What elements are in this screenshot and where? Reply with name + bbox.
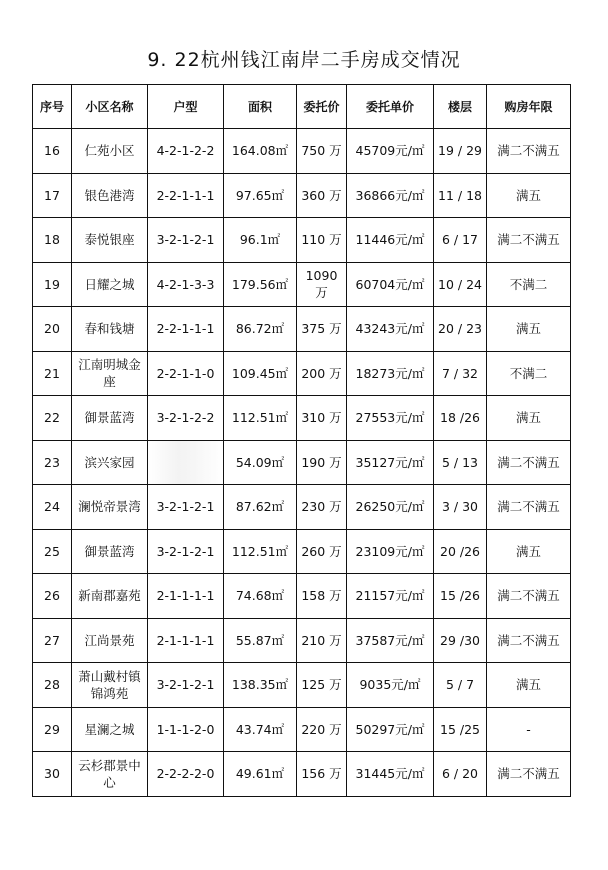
cell-ownership-years: 不满二 [487, 351, 571, 396]
cell-index: 22 [33, 396, 72, 441]
cell-unit-price: 26250元/㎡ [347, 485, 434, 530]
cell-layout: 3-2-1-2-1 [148, 663, 224, 708]
cell-asking-price: 360 万 [297, 173, 347, 218]
cell-index: 26 [33, 574, 72, 619]
cell-index: 18 [33, 218, 72, 263]
cell-community-name: 银色港湾 [72, 173, 148, 218]
cell-unit-price: 50297元/㎡ [347, 707, 434, 752]
cell-area: 54.09㎡ [224, 440, 297, 485]
cell-unit-price: 23109元/㎡ [347, 529, 434, 574]
cell-asking-price: 210 万 [297, 618, 347, 663]
cell-layout: 2-1-1-1-1 [148, 618, 224, 663]
cell-index: 24 [33, 485, 72, 530]
cell-ownership-years: 满五 [487, 529, 571, 574]
cell-area: 164.08㎡ [224, 129, 297, 174]
cell-ownership-years: 满二不满五 [487, 485, 571, 530]
cell-asking-price: 125 万 [297, 663, 347, 708]
cell-floor: 20 / 23 [434, 307, 487, 352]
cell-layout: 3-2-1-2-1 [148, 529, 224, 574]
cell-ownership-years: 不满二 [487, 262, 571, 307]
header-unit-price: 委托单价 [347, 85, 434, 129]
cell-area: 43.74㎡ [224, 707, 297, 752]
cell-ownership-years: 满五 [487, 307, 571, 352]
cell-layout: 4-2-1-2-2 [148, 129, 224, 174]
cell-index: 30 [33, 752, 72, 797]
cell-layout: 2-1-1-1-1 [148, 574, 224, 619]
header-area: 面积 [224, 85, 297, 129]
cell-unit-price: 21157元/㎡ [347, 574, 434, 619]
header-community-name: 小区名称 [72, 85, 148, 129]
table-row [33, 485, 571, 530]
table-row [33, 529, 571, 574]
cell-unit-price: 37587元/㎡ [347, 618, 434, 663]
cell-asking-price: 750 万 [297, 129, 347, 174]
cell-community-name: 澜悦帝景湾 [72, 485, 148, 530]
cell-floor: 5 / 13 [434, 440, 487, 485]
table-row [33, 173, 571, 218]
cell-floor: 3 / 30 [434, 485, 487, 530]
table-row [33, 396, 571, 441]
cell-index: 23 [33, 440, 72, 485]
cell-floor: 11 / 18 [434, 173, 487, 218]
table-row [33, 752, 571, 797]
table-row [33, 618, 571, 663]
cell-asking-price: 260 万 [297, 529, 347, 574]
cell-unit-price: 60704元/㎡ [347, 262, 434, 307]
cell-floor: 19 / 29 [434, 129, 487, 174]
header-floor: 楼层 [434, 85, 487, 129]
cell-community-name: 萧山戴村镇锦鸿苑 [72, 663, 148, 708]
cell-unit-price: 35127元/㎡ [347, 440, 434, 485]
cell-layout: 3-2-1-2-1 [148, 218, 224, 263]
cell-ownership-years: 满二不满五 [487, 752, 571, 797]
cell-index: 19 [33, 262, 72, 307]
cell-area: 86.72㎡ [224, 307, 297, 352]
table-row [33, 307, 571, 352]
cell-floor: 10 / 24 [434, 262, 487, 307]
cell-layout: 2-2-2-2-0 [148, 752, 224, 797]
cell-community-name: 仁苑小区 [72, 129, 148, 174]
cell-community-name: 滨兴家园 [72, 440, 148, 485]
cell-area: 112.51㎡ [224, 396, 297, 441]
table-row [33, 663, 571, 708]
cell-asking-price: 375 万 [297, 307, 347, 352]
cell-ownership-years: 满五 [487, 173, 571, 218]
table-row [33, 262, 571, 307]
table-header-row [33, 85, 571, 129]
cell-unit-price: 36866元/㎡ [347, 173, 434, 218]
cell-index: 21 [33, 351, 72, 396]
cell-community-name: 江南明城金座 [72, 351, 148, 396]
cell-floor: 15 /25 [434, 707, 487, 752]
cell-floor: 18 /26 [434, 396, 487, 441]
cell-area: 74.68㎡ [224, 574, 297, 619]
cell-area: 49.61㎡ [224, 752, 297, 797]
header-index: 序号 [33, 85, 72, 129]
cell-asking-price: 158 万 [297, 574, 347, 619]
cell-index: 29 [33, 707, 72, 752]
cell-floor: 7 / 32 [434, 351, 487, 396]
cell-ownership-years: 满二不满五 [487, 129, 571, 174]
cell-asking-price: 1090 万 [297, 262, 347, 307]
cell-layout: 2-2-1-1-0 [148, 351, 224, 396]
cell-ownership-years: 满五 [487, 663, 571, 708]
cell-layout: 2-2-1-1-1 [148, 307, 224, 352]
header-layout: 户型 [148, 85, 224, 129]
header-asking-price: 委托价 [297, 85, 347, 129]
cell-community-name: 御景蓝湾 [72, 396, 148, 441]
cell-index: 27 [33, 618, 72, 663]
cell-area: 96.1㎡ [224, 218, 297, 263]
cell-asking-price: 220 万 [297, 707, 347, 752]
cell-asking-price: 230 万 [297, 485, 347, 530]
cell-community-name: 泰悦银座 [72, 218, 148, 263]
cell-asking-price: 110 万 [297, 218, 347, 263]
cell-unit-price: 31445元/㎡ [347, 752, 434, 797]
cell-floor: 5 / 7 [434, 663, 487, 708]
cell-area: 97.65㎡ [224, 173, 297, 218]
cell-community-name: 御景蓝湾 [72, 529, 148, 574]
cell-area: 87.62㎡ [224, 485, 297, 530]
cell-floor: 29 /30 [434, 618, 487, 663]
cell-index: 25 [33, 529, 72, 574]
cell-community-name: 新南郡嘉苑 [72, 574, 148, 619]
cell-ownership-years: 满五 [487, 396, 571, 441]
cell-ownership-years: 满二不满五 [487, 440, 571, 485]
cell-asking-price: 310 万 [297, 396, 347, 441]
cell-community-name: 春和钱塘 [72, 307, 148, 352]
cell-index: 17 [33, 173, 72, 218]
cell-unit-price: 45709元/㎡ [347, 129, 434, 174]
cell-area: 112.51㎡ [224, 529, 297, 574]
cell-layout: 3-2-1-2-1 [148, 485, 224, 530]
cell-index: 20 [33, 307, 72, 352]
table-row [33, 351, 571, 396]
cell-unit-price: 43243元/㎡ [347, 307, 434, 352]
cell-community-name: 云杉郡景中心 [72, 752, 148, 797]
cell-floor: 15 /26 [434, 574, 487, 619]
cell-ownership-years: 满二不满五 [487, 218, 571, 263]
cell-ownership-years: 满二不满五 [487, 574, 571, 619]
table-row [33, 218, 571, 263]
cell-layout: 2-2-1-1-1 [148, 173, 224, 218]
cell-community-name: 星澜之城 [72, 707, 148, 752]
cell-ownership-years: - [487, 707, 571, 752]
cell-floor: 6 / 20 [434, 752, 487, 797]
cell-index: 28 [33, 663, 72, 708]
transactions-table [32, 84, 571, 797]
table-row [33, 440, 571, 485]
table-row [33, 707, 571, 752]
cell-layout: 1-1-1-2-0 [148, 707, 224, 752]
table-row [33, 574, 571, 619]
header-ownership-years: 购房年限 [487, 85, 571, 129]
cell-unit-price: 11446元/㎡ [347, 218, 434, 263]
cell-area: 179.56㎡ [224, 262, 297, 307]
cell-layout-obscured [148, 440, 224, 485]
cell-floor: 6 / 17 [434, 218, 487, 263]
cell-community-name: 日耀之城 [72, 262, 148, 307]
cell-floor: 20 /26 [434, 529, 487, 574]
cell-index: 16 [33, 129, 72, 174]
table-row [33, 129, 571, 174]
cell-ownership-years: 满二不满五 [487, 618, 571, 663]
cell-community-name: 江尚景苑 [72, 618, 148, 663]
cell-area: 138.35㎡ [224, 663, 297, 708]
cell-area: 55.87㎡ [224, 618, 297, 663]
cell-area: 109.45㎡ [224, 351, 297, 396]
cell-layout: 4-2-1-3-3 [148, 262, 224, 307]
cell-layout: 3-2-1-2-2 [148, 396, 224, 441]
cell-unit-price: 9035元/㎡ [347, 663, 434, 708]
cell-asking-price: 156 万 [297, 752, 347, 797]
cell-asking-price: 200 万 [297, 351, 347, 396]
cell-unit-price: 18273元/㎡ [347, 351, 434, 396]
page-title: 9. 22杭州钱江南岸二手房成交情况 [147, 49, 461, 71]
cell-unit-price: 27553元/㎡ [347, 396, 434, 441]
cell-asking-price: 190 万 [297, 440, 347, 485]
